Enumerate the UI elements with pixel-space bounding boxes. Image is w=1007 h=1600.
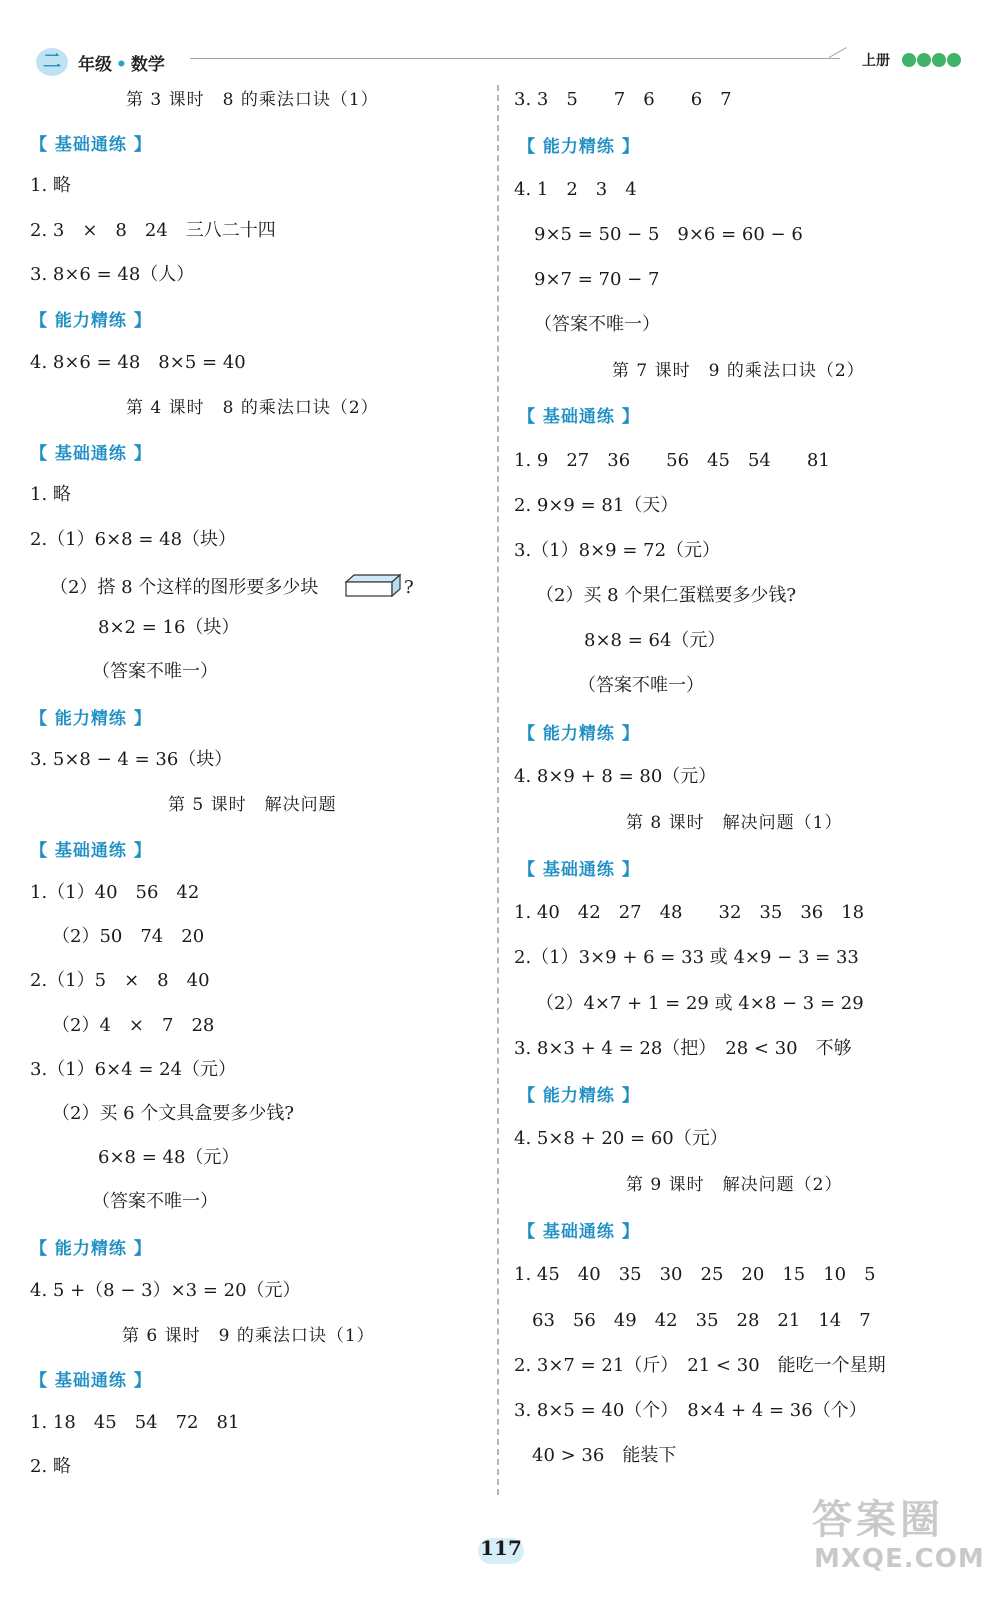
cuboid-icon	[344, 572, 402, 598]
answer-line: 2.（1）6×8 = 48（块）	[30, 529, 237, 550]
answer-line: 8×2 = 16（块）	[98, 617, 240, 638]
answer-line: （答案不唯一）	[92, 1191, 218, 1212]
watermark-url: MXQE.COM	[814, 1544, 985, 1574]
lesson-title: 第 8 课时 解决问题（1）	[626, 813, 843, 833]
subject-label: 数学	[130, 55, 165, 75]
dot-separator: •	[116, 55, 127, 75]
answer-line: 3. 5×8 − 4 = 36（块）	[30, 749, 233, 770]
lesson-title: 第 7 课时 9 的乘法口诀（2）	[612, 361, 865, 381]
page-header	[0, 0, 1007, 80]
answer-line: 9×7 = 70 − 7	[534, 269, 660, 290]
answer-line: 2.（1）5 × 8 40	[30, 970, 210, 991]
answer-line: （2）50 74 20	[52, 926, 205, 947]
answer-line: 2. 9×9 = 81（天）	[514, 495, 679, 516]
answer-line: （答案不唯一）	[534, 314, 660, 335]
answer-line: （2）买 6 个文具盒要多少钱?	[52, 1103, 294, 1124]
answer-line: 3. 3 5 7 6 6 7	[514, 89, 732, 110]
section-heading: 【 基础通练 】	[518, 407, 640, 427]
pill-icon	[917, 53, 931, 67]
answer-line: 4. 8×6 = 48 8×5 = 40	[30, 352, 246, 373]
answer-line: （2）4×7 + 1 = 29 或 4×8 − 3 = 29	[536, 993, 864, 1014]
lesson-title: 第 9 课时 解决问题（2）	[626, 1175, 843, 1195]
answer-line: 6×8 = 48（元）	[98, 1147, 240, 1168]
answer-line: 1. 略	[30, 484, 71, 505]
section-heading: 【 基础通练 】	[30, 444, 152, 464]
watermark-text: 答案圈	[812, 1497, 944, 1543]
grade-badge: 二	[36, 48, 68, 76]
lesson-title: 第 3 课时 8 的乘法口诀（1）	[126, 90, 379, 110]
section-heading: 【 能力精练 】	[518, 724, 640, 744]
answer-line: 3. 8×3 + 4 = 28（把） 28 < 30 不够	[514, 1038, 852, 1059]
answer-line: 1. 9 27 36 56 45 54 81	[514, 450, 830, 471]
section-heading: 【 基础通练 】	[30, 841, 152, 861]
section-heading: 【 能力精练 】	[30, 709, 152, 729]
column-divider	[497, 85, 499, 1495]
answer-line: （2）4 × 7 28	[52, 1015, 215, 1036]
answer-line: 1. 18 45 54 72 81	[30, 1412, 240, 1433]
answer-line: 2. 3×7 = 21（斤） 21 < 30 能吃一个星期	[514, 1355, 886, 1376]
section-heading: 【 能力精练 】	[30, 1239, 152, 1259]
answer-line: 3.（1）6×4 = 24（元）	[30, 1059, 237, 1080]
answer-line: 2. 3 × 8 24 三八二十四	[30, 220, 276, 241]
lesson-title: 第 4 课时 8 的乘法口诀（2）	[126, 398, 379, 418]
answer-line: 4. 5×8 + 20 = 60（元）	[514, 1128, 728, 1149]
volume-label: 上册	[862, 53, 890, 69]
grade-subject-label	[78, 50, 165, 75]
grade-label: 年级	[78, 55, 112, 75]
answer-line: 63 56 49 42 35 28 21 14 7	[532, 1310, 871, 1331]
answer-line: 3.（1）8×9 = 72（元）	[514, 540, 721, 561]
lesson-title: 第 5 课时 解决问题	[168, 795, 337, 815]
answer-line: 2.（1）3×9 + 6 = 33 或 4×9 − 3 = 33	[514, 947, 859, 968]
lesson-title: 第 6 课时 9 的乘法口诀（1）	[122, 1326, 375, 1346]
answer-line: 4. 5 +（8 − 3）×3 = 20（元）	[30, 1280, 301, 1301]
answer-line: 1. 略	[30, 175, 71, 196]
answer-line: 1.（1）40 56 42	[30, 882, 200, 903]
pill-icon	[902, 53, 916, 67]
answer-line: 2. 略	[30, 1456, 71, 1477]
answer-line: （答案不唯一）	[578, 675, 704, 696]
section-heading: 【 能力精练 】	[518, 137, 640, 157]
answer-line: （2）买 8 个果仁蛋糕要多少钱?	[536, 585, 796, 606]
pill-icon	[947, 53, 961, 67]
answer-line: （2）搭 8 个这样的图形要多少块	[50, 577, 319, 598]
section-heading: 【 基础通练 】	[30, 135, 152, 155]
answer-line: 4. 1 2 3 4	[514, 179, 637, 200]
pill-icon	[932, 53, 946, 67]
section-heading: 【 能力精练 】	[30, 311, 152, 331]
section-heading: 【 基础通练 】	[518, 860, 640, 880]
answer-line: 3. 8×5 = 40（个） 8×4 + 4 = 36（个）	[514, 1400, 867, 1421]
section-heading: 【 基础通练 】	[518, 1222, 640, 1242]
header-rule	[190, 58, 840, 60]
answer-line: 1. 45 40 35 30 25 20 15 10 5	[514, 1264, 876, 1285]
answer-line: 40 > 36 能装下	[532, 1445, 677, 1466]
answer-line: 8×8 = 64（元）	[584, 630, 726, 651]
section-heading: 【 基础通练 】	[30, 1371, 152, 1391]
answer-line: 9×5 = 50 − 5 9×6 = 60 − 6	[534, 224, 803, 245]
volume-pills-decoration	[902, 53, 961, 67]
watermark-logo	[812, 1488, 992, 1598]
answer-line: 3. 8×6 = 48（人）	[30, 264, 195, 285]
section-heading: 【 能力精练 】	[518, 1086, 640, 1106]
question-mark: ?	[404, 577, 414, 598]
page-number: 117	[474, 1536, 528, 1566]
answer-line: 4. 8×9 + 8 = 80（元）	[514, 766, 717, 787]
answer-line: 1. 40 42 27 48 32 35 36 18	[514, 902, 865, 923]
answer-line: （答案不唯一）	[92, 661, 218, 682]
